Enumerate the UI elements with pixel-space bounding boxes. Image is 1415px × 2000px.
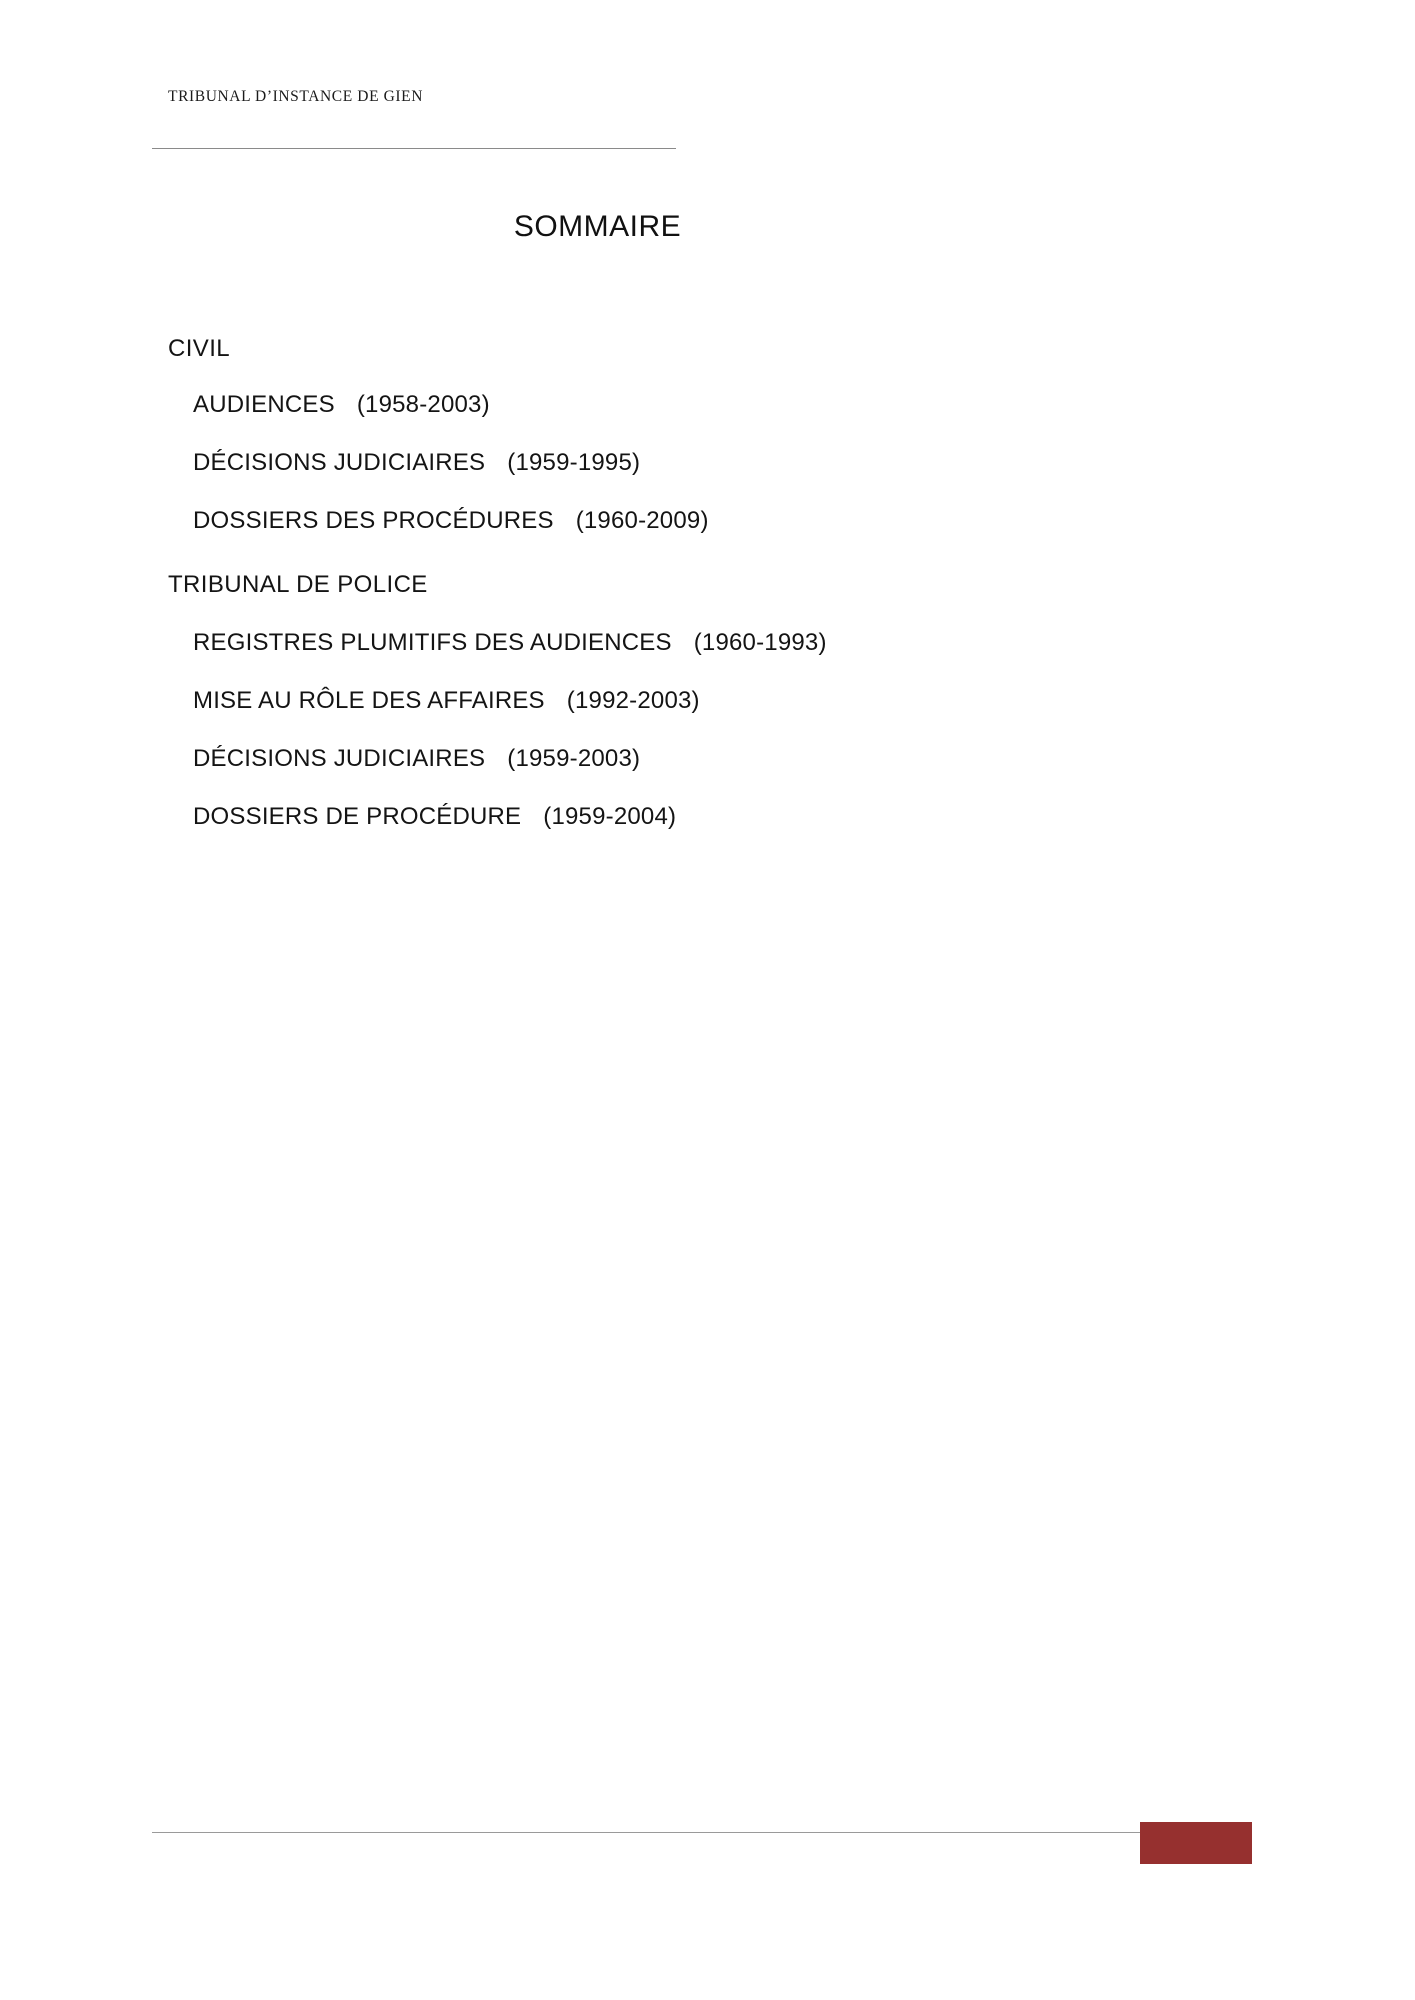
list-item[interactable] xyxy=(193,745,1268,773)
entry-label: DOSSIERS DE PROCÉDURE xyxy=(193,803,522,830)
section-title: TRIBUNAL DE POLICE xyxy=(168,571,428,598)
list-item[interactable] xyxy=(193,629,1268,657)
summary-content xyxy=(168,335,1268,861)
entry-label: DÉCISIONS JUDICIAIRES xyxy=(193,449,486,476)
list-item[interactable] xyxy=(193,391,1268,419)
header-divider xyxy=(152,148,676,149)
entry-label: DOSSIERS DES PROCÉDURES xyxy=(193,507,554,534)
entry-dates: (1959-2003) xyxy=(507,745,641,772)
page-title-text: SOMMAIRE xyxy=(513,210,682,243)
section-title: CIVIL xyxy=(168,335,231,362)
page-header xyxy=(168,88,688,106)
entry-label: DÉCISIONS JUDICIAIRES xyxy=(193,745,486,772)
footer-divider xyxy=(152,1832,1252,1833)
entry-dates: (1958-2003) xyxy=(356,391,490,418)
list-item[interactable] xyxy=(193,449,1268,477)
entry-label: AUDIENCES xyxy=(193,391,335,418)
entry-dates: (1959-1995) xyxy=(507,449,641,476)
list-item[interactable] xyxy=(193,803,1268,831)
section-civil xyxy=(168,335,1268,535)
institution-name: TRIBUNAL D’INSTANCE DE GIEN xyxy=(168,88,424,105)
list-item[interactable] xyxy=(193,507,1268,535)
entry-label: MISE AU RÔLE DES AFFAIRES xyxy=(193,687,545,714)
list-item[interactable] xyxy=(193,687,1268,715)
entry-label: REGISTRES PLUMITIFS DES AUDIENCES xyxy=(193,629,672,656)
footer-accent-block xyxy=(1140,1822,1252,1864)
section-tribunal-de-police xyxy=(168,571,1268,831)
page-title xyxy=(0,210,1415,244)
entry-dates: (1992-2003) xyxy=(566,687,700,714)
entry-dates: (1960-2009) xyxy=(575,507,709,534)
entry-dates: (1959-2004) xyxy=(543,803,677,830)
entry-dates: (1960-1993) xyxy=(693,629,827,656)
